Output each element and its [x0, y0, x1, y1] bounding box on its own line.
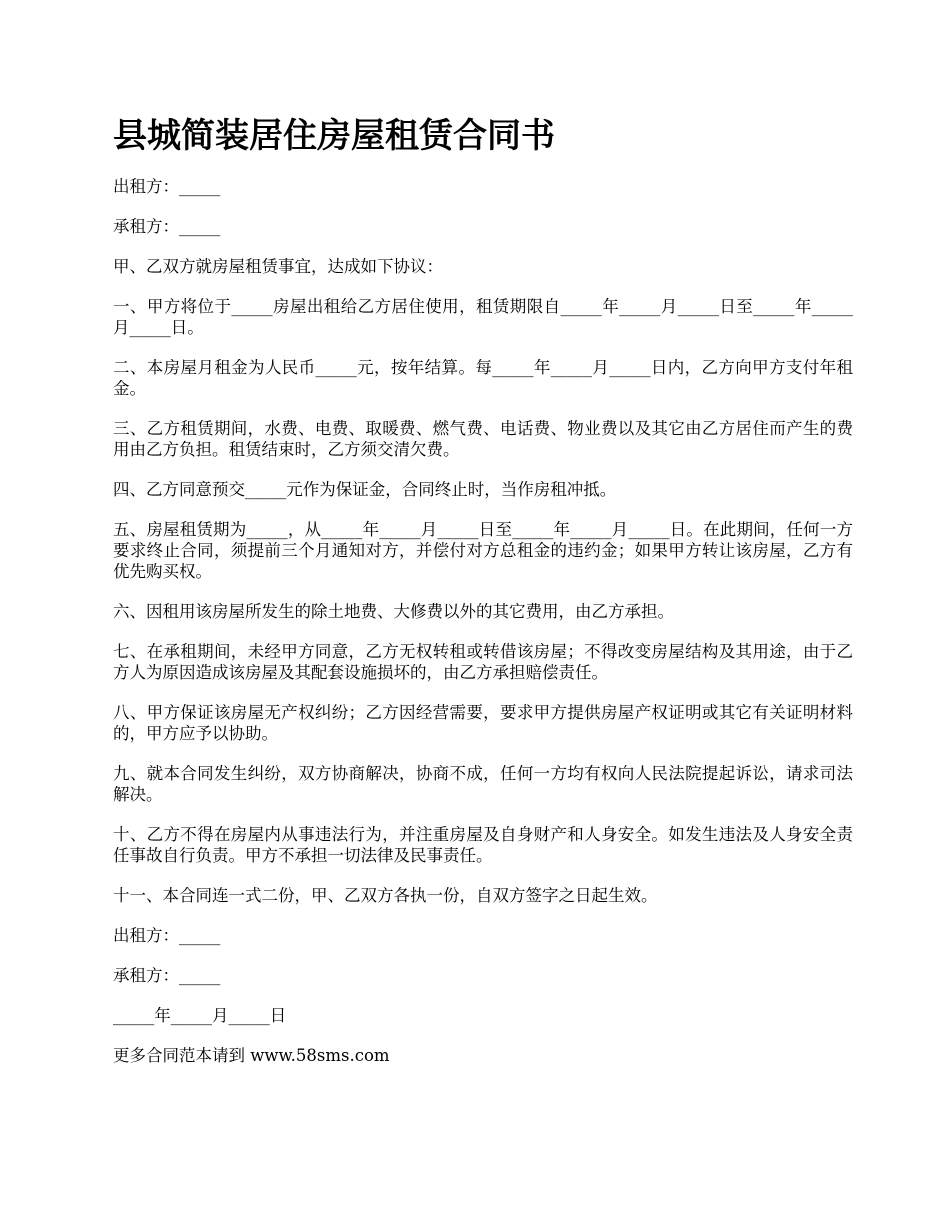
- document-page: [113, 112, 853, 1085]
- clause-8: 八、甲方保证该房屋无产权纠纷；乙方因经营需要，要求甲方提供房屋产权证明或其它有关证明材料的，甲方应予以协助。: [113, 703, 853, 743]
- clause-2: 二、本房屋月租金为人民币_____元，按年结算。每_____年_____月_____日内，乙方向甲方支付年租金。: [113, 358, 853, 398]
- clause-4: 四、乙方同意预交_____元作为保证金，合同终止时，当作房租冲抵。: [113, 480, 617, 499]
- clause-7: 七、在承租期间，未经甲方同意，乙方无权转租或转借该房屋；不得改变房屋结构及其用途，由于乙方人为原因造成该房屋及其配套设施损坏的，由乙方承担赔偿责任。: [113, 642, 853, 682]
- document-title: 县城简装居住房屋租赁合同书: [113, 116, 555, 156]
- clause-5: 五、房屋租赁期为_____，从_____年_____月_____日至_____年_____月_____日。在此期间，任何一方要求终止合同，须提前三个月通知对方，并偿付对方总租金的违约金；如果甲方转让该房屋，乙方有优先购买权。: [113, 520, 853, 581]
- clause-10: 十、乙方不得在房屋内从事违法行为，并注重房屋及自身财产和人身安全。如发生违法及人身安全责任事故自行负责。甲方不承担一切法律及民事责任。: [113, 825, 853, 865]
- clause-11: 十一、本合同连一式二份，甲、乙双方各执一份，自双方签字之日起生效。: [113, 886, 658, 905]
- lessor-line: 出租方：_____: [113, 177, 221, 196]
- clause-3: 三、乙方租赁期间，水费、电费、取暖费、燃气费、电话费、物业费以及其它由乙方居住而产生的费用由乙方负担。租赁结束时，乙方须交清欠费。: [113, 419, 853, 459]
- agreement-intro: 甲、乙双方就房屋租赁事宜，达成如下协议：: [113, 257, 443, 276]
- lessee-signature-line: 承租方：_____: [113, 966, 221, 985]
- signing-date-line: _____年_____月_____日: [113, 1006, 287, 1025]
- clause-1: 一、甲方将位于_____房屋出租给乙方居住使用，租赁期限自_____年_____月_____日至_____年_____月_____日。: [113, 297, 853, 337]
- clause-6: 六、因租用该房屋所发生的除土地费、大修费以外的其它费用，由乙方承担。: [113, 602, 674, 621]
- lessee-line: 承租方：_____: [113, 217, 221, 236]
- clause-9: 九、就本合同发生纠纷，双方协商解决，协商不成，任何一方均有权向人民法院提起诉讼，请求司法解决。: [113, 764, 853, 804]
- lessor-signature-line: 出租方：_____: [113, 926, 221, 945]
- footer-link-text: 更多合同范本请到 www.58sms.com: [113, 1046, 390, 1065]
